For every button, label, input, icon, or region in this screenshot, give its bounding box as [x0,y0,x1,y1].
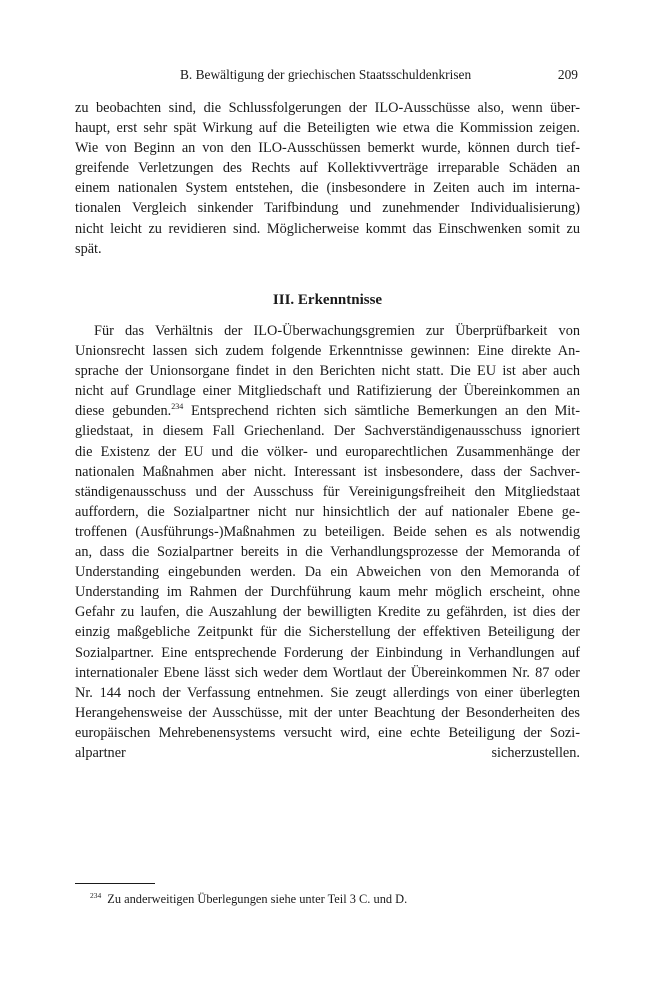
text-line: sprache der Unionsorgane findet in den Berichten nicht statt. Die EU ist aber auch [75,363,580,380]
text-line: Für das Verhältnis der ILO-Überwachungsgremien zur Überprüfbarkeit von [94,323,580,339]
text-line: die Existenz der EU und die völker- und europarechtlichen Zusammenhänge der [75,443,580,460]
section-heading: III. Erkenntnisse [272,292,383,308]
text-line: zu beobachten sind, die Schlussfolgerungen der ILO-Ausschüsse also, wenn über- [75,100,580,116]
text-fragment: Entsprechend richten sich sämtliche Bemerkungen an den Mit- [183,403,580,420]
text-line [75,763,580,783]
text-line: Herangehensweise der Ausschüsse, mit der unter Beachtung der Besonderheiten des [75,704,580,721]
text-line: einem nationalen System entstehen, die (insbesondere in Zeiten auch im interna- [75,180,580,197]
text-line: Gefahr zu laufen, die Auszahlung der bewilligten Kredite zu gefährden, ist dies der [75,604,580,621]
text-line: troffenen (Ausführungs-)Maßnahmen zu beteiligen. Beide sehen es als notwendig [75,523,580,540]
text-line: Sozialpartner. Eine entsprechende Forderung der Einbindung in Verhandlungen auf [75,644,580,661]
footnote-divider [75,883,155,884]
text-line: spät. [75,240,102,257]
running-title: B. Bewältigung der griechischen Staatsschuldenkrisen [180,67,472,82]
text-line: haupt, erst sehr spät Wirkung auf die Beteiligten wie etwa die Kommission zeigen. [75,120,580,137]
text-line: Unionsrecht lassen sich zudem folgende Erkenntnisse gewinnen: Eine direkte An- [75,343,580,360]
footnote [90,891,407,907]
text-line: nationalen Maßnahmen aber nicht. Interessant ist insbesondere, dass der Sachver- [75,463,580,480]
text-line: nicht auf Grundlage einer Mitgliedschaft und Ratifizierung der Übereinkommen an [75,383,580,400]
text-line: gliedstaat, in diesem Fall Griechenland. Der Sachverständigenausschuss ignoriert [75,423,580,440]
footnote-text: Zu anderweitigen Überlegungen siehe unter Teil 3 C. und D. [107,892,408,906]
text-line: einzig maßgebliche Zeitpunkt für die Sicherstellung der effektiven Beteiligung der [75,624,580,641]
text-fragment: diese gebunden. [75,403,172,420]
text-line: greifende Verletzungen des Rechts auf Kollektivverträge irreparable Schäden an [75,160,580,177]
text-line: europäischen Mehrebenensystems versucht wird, eine echte Beteiligung der Sozi- [75,724,580,741]
page-number: 209 [557,67,578,82]
text-line: Understanding eingebunden werden. Da ein Abweichen von den Memoranda of [75,564,580,581]
body-paragraph [75,321,580,783]
footnote-reference[interactable]: 234 [171,402,184,412]
text-line: ständigenausschuss und der Ausschuss für Vereinigungsfreiheit den Mitgliedstaat [75,483,580,500]
text-line: an, dass die Sozialpartner bereits in die Verhandlungsprozesse der Memoranda of [75,544,580,561]
text-line: internationaler Ebene lässt sich weder dem Wortlaut der Übereinkommen Nr. 87 oder [75,664,580,681]
running-head [75,66,580,84]
text-line: tionalen Vergleich sinkender Tarifbindung und zunehmender Individualisierung) [75,200,580,217]
body-paragraph [75,98,580,259]
footnote-number: 234 [90,891,102,900]
text-line: Understanding im Rahmen der Durchführung kaum mehr möglich erscheint, ohne [75,584,580,601]
text-line: nicht leicht zu revidieren sind. Möglicherweise kommt das Einschwenken somit zu [75,220,580,237]
text-line: alpartner sicherzustellen. [75,744,580,761]
text-line-with-footnote [75,401,580,421]
text-line: Wie von Beginn an von den ILO-Ausschüssen bemerkt wurde, können durch tief- [75,140,580,157]
text-line: auffordern, die Sozialpartner nicht nur hinsichtlich der auf nationaler Ebene ge- [75,503,580,520]
text-line: Nr. 144 noch der Verfassung entnehmen. Sie zeugt allerdings von einer überlegten [75,684,580,701]
